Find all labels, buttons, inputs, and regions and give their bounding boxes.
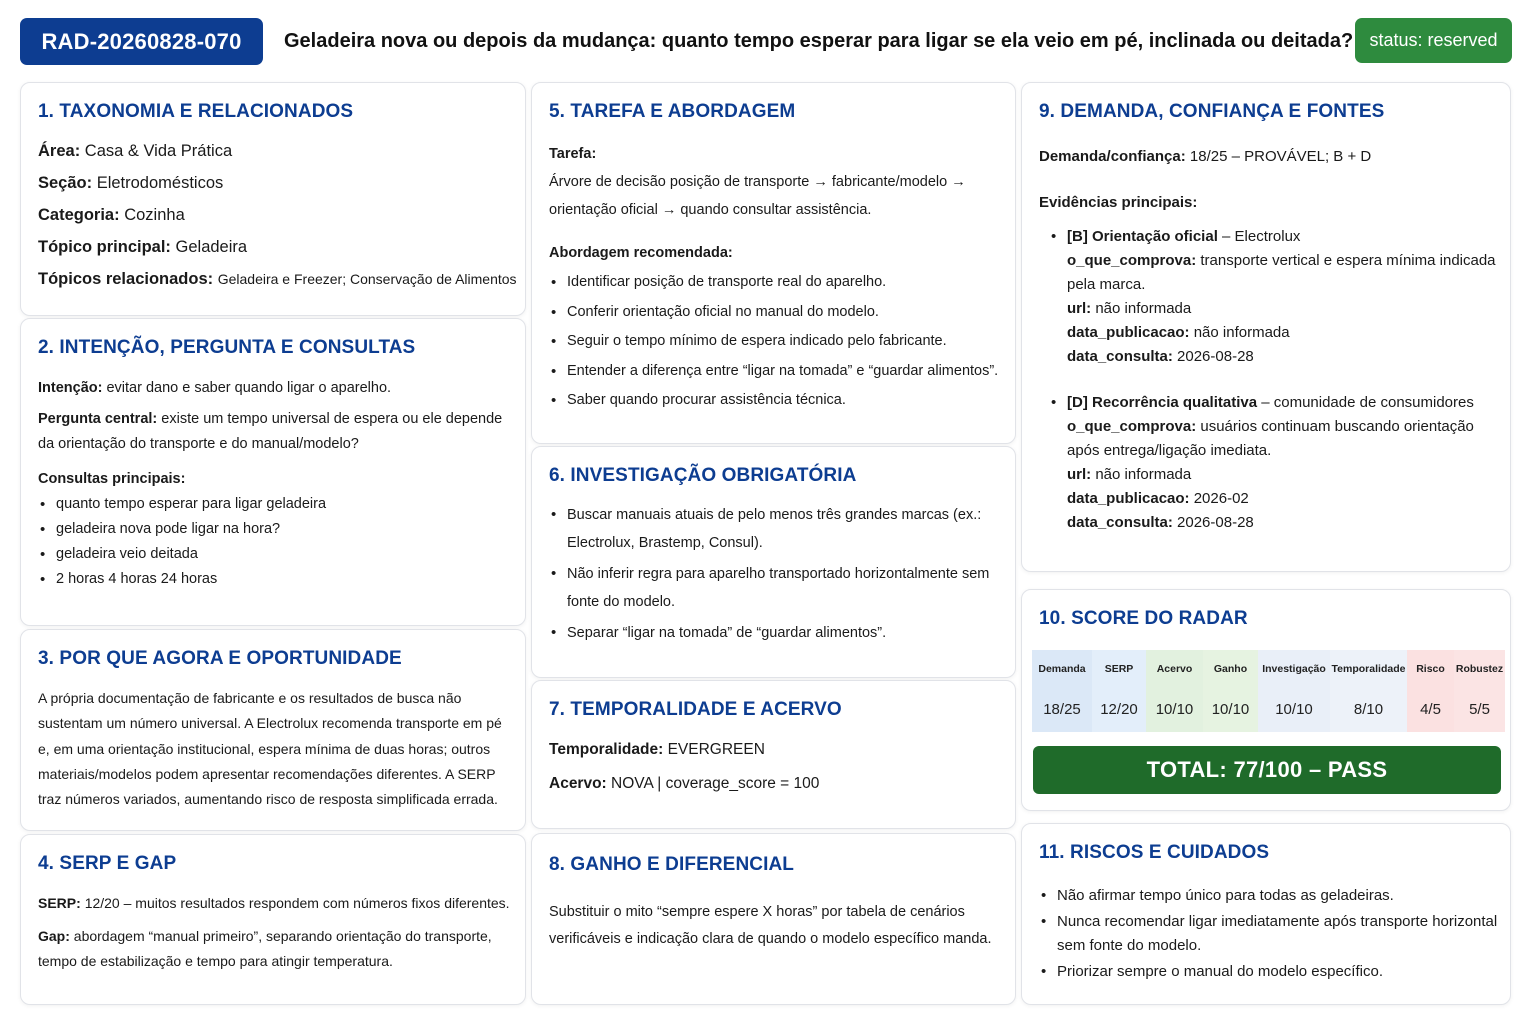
list-item: • Priorizar sempre o manual do modelo específico. (1039, 960, 1498, 984)
field-area: Área: Casa & Vida Prática (38, 142, 233, 160)
serp-text: SERP: 12/20 – muitos resultados respondem com números fixos diferentes. (38, 895, 510, 911)
queries-label: Consultas principais: (38, 471, 186, 487)
card-title: 3. POR QUE AGORA E OPORTUNIDADE (38, 648, 402, 669)
list-item: • 2 horas 4 horas 24 horas (38, 567, 513, 592)
list-item: • Não inferir regra para aparelho transportado horizontalmente sem fonte do modelo. (549, 560, 1003, 616)
approach-list (549, 268, 1003, 416)
score-col-serp (1092, 650, 1146, 732)
list-item: • Saber quando procurar assistência técnica. (549, 386, 1003, 416)
opportunity-text: A própria documentação de fabricante e os resultados de busca não sustentam um número universal. A Electrolux recomenda transporte em pé e, em uma orientação institucional, espera mínima de duas horas; outros materiais/modelos podem apresentar recomendações diferentes. A SERP traz números variados, aumentando risco de resposta simplificada errada. (38, 690, 502, 808)
intent-text: Intenção: evitar dano e saber quando ligar o aparelho. (38, 380, 392, 396)
temporality-body (549, 737, 1003, 796)
risks-list (1039, 884, 1498, 983)
list-item: • Não afirmar tempo único para todas as geladeiras. (1039, 884, 1498, 908)
card-title: 4. SERP E GAP (38, 853, 177, 874)
intent-body (38, 376, 513, 592)
score-header: Risco (1416, 662, 1445, 675)
card-task (531, 82, 1016, 444)
header (20, 18, 1512, 66)
temporality-text: Temporalidade: EVERGREEN (549, 741, 765, 758)
score-header: Acervo (1156, 662, 1193, 675)
list-item: • Conferir orientação oficial no manual do modelo. (549, 298, 1003, 328)
list-item: • Identificar posição de transporte real do aparelho. (549, 268, 1003, 298)
card-title: 11. RISCOS E CUIDADOS (1039, 842, 1270, 863)
card-investigation (531, 446, 1016, 678)
score-value: 4/5 (1420, 701, 1441, 718)
score-header: Ganho (1213, 662, 1248, 675)
list-item: • Entender a diferença entre “ligar na tomada” e “guardar alimentos”. (549, 357, 1003, 387)
acervo-text: Acervo: NOVA | coverage_score = 100 (549, 775, 820, 792)
card-risks (1021, 823, 1511, 1005)
score-col-investigacao (1258, 650, 1330, 732)
score-table (1032, 650, 1505, 732)
score-col-risco (1407, 650, 1454, 732)
score-header: Investigação (1262, 662, 1326, 675)
queries-list (38, 492, 513, 592)
list-item: • Separar “ligar na tomada” de “guardar alimentos”. (549, 619, 1003, 647)
list-item: • Buscar manuais atuais de pelo menos três grandes marcas (ex.: Electrolux, Brastemp, Consul). (549, 501, 1003, 557)
card-serp-gap (20, 834, 526, 1005)
field-related-topics: Tópicos relacionados: Geladeira e Freezer; Conservação de Alimentos (38, 270, 517, 288)
investigation-body (549, 501, 1003, 647)
evidence-list (1039, 225, 1498, 535)
taxonomy-fields (38, 139, 517, 299)
score-value: 18/25 (1043, 701, 1081, 718)
field-category: Categoria: Cozinha (38, 206, 185, 224)
score-value: 12/20 (1100, 701, 1138, 718)
list-item: • quanto tempo esperar para ligar geladeira (38, 492, 513, 517)
card-opportunity (20, 629, 526, 831)
field-main-topic: Tópico principal: Geladeira (38, 238, 248, 256)
serp-gap-body (38, 891, 513, 974)
card-taxonomy (20, 82, 526, 316)
demand-body (1039, 145, 1498, 535)
score-value: 5/5 (1469, 701, 1490, 718)
central-question: Pergunta central: existe um tempo universal de espera ou ele depende da orientação do transporte e do manual/modelo? (38, 411, 503, 452)
score-col-temporalidade (1330, 650, 1407, 732)
score-header: Demanda (1038, 662, 1086, 675)
card-intent (20, 318, 526, 626)
card-score (1021, 589, 1511, 811)
card-temporality (531, 680, 1016, 829)
investigation-list (549, 501, 1003, 647)
score-header: Temporalidade (1331, 662, 1406, 675)
score-header: SERP (1104, 662, 1134, 675)
card-title: 8. GANHO E DIFERENCIAL (549, 854, 794, 875)
score-col-demanda (1032, 650, 1092, 732)
total-score-bar: TOTAL: 77/100 – PASS (1033, 746, 1501, 794)
card-title: 2. INTENÇÃO, PERGUNTA E CONSULTAS (38, 337, 416, 358)
score-value: 8/10 (1353, 701, 1384, 718)
approach-label: Abordagem recomendada: (549, 245, 733, 261)
score-col-acervo (1146, 650, 1203, 732)
evidence-label: Evidências principais: (1039, 194, 1198, 211)
task-label: Tarefa: (549, 146, 597, 162)
card-title: 1. TAXONOMIA E RELACIONADOS (38, 101, 354, 122)
score-value: 10/10 (1155, 701, 1194, 718)
task-text: Árvore de decisão posição de transporte → fabricante/modelo → orientação oficial → quando consultar assistência. (549, 174, 966, 218)
list-item: • Nunca recomendar ligar imediatamente após transporte horizontal sem fonte do modelo. (1039, 910, 1498, 957)
card-title: 5. TAREFA E ABORDAGEM (549, 101, 796, 122)
gap-text: Gap: abordagem “manual primeiro”, separando orientação do transporte, tempo de estabilização e tempo para atingir temperatura. (38, 928, 492, 969)
risks-body (1039, 884, 1498, 983)
task-body (549, 140, 1003, 416)
radar-id-badge: RAD-20260828-070 (20, 18, 263, 65)
card-demand (1021, 82, 1511, 572)
field-section: Seção: Eletrodomésticos (38, 174, 224, 192)
card-title: 10. SCORE DO RADAR (1039, 608, 1248, 629)
score-col-ganho (1203, 650, 1258, 732)
score-header: Robustez (1455, 662, 1504, 675)
list-item: • Seguir o tempo mínimo de espera indicado pelo fabricante. (549, 327, 1003, 357)
demand-text: Demanda/confiança: 18/25 – PROVÁVEL; B + D (1039, 148, 1372, 165)
score-col-robustez (1454, 650, 1505, 732)
card-title: 7. TEMPORALIDADE E ACERVO (549, 699, 842, 720)
evidence-item: • [B] Orientação oficial – Electrolux o_que_comprova: transporte vertical e espera mínima indicada pela marca. url: não informada data_publicacao: não informada data_consulta: 2026-08-28 (1049, 225, 1498, 369)
card-title: 6. INVESTIGAÇÃO OBRIGATÓRIA (549, 465, 857, 486)
evidence-item: • [D] Recorrência qualitativa – comunidade de consumidores o_que_comprova: usuários continuam buscando orientação após entrega/ligação imediata. url: não informada data_publicacao: 2026-02 data_consulta: 2026-08-28 (1049, 391, 1498, 535)
page-title: Geladeira nova ou depois da mudança: quanto tempo esperar para ligar se ela veio em pé, inclinada ou deitada? (284, 30, 1354, 52)
list-item: • geladeira veio deitada (38, 542, 513, 567)
score-value: 10/10 (1211, 701, 1250, 718)
card-gain (531, 833, 1016, 1005)
status-badge: status: reserved (1355, 18, 1512, 63)
card-title: 9. DEMANDA, CONFIANÇA E FONTES (1039, 101, 1385, 122)
score-value: 10/10 (1275, 701, 1313, 718)
gain-text: Substituir o mito “sempre espere X horas” por tabela de cenários verificáveis e indicação clara de quando o modelo específico manda. (549, 904, 992, 947)
list-item: • geladeira nova pode ligar na hora? (38, 517, 513, 542)
